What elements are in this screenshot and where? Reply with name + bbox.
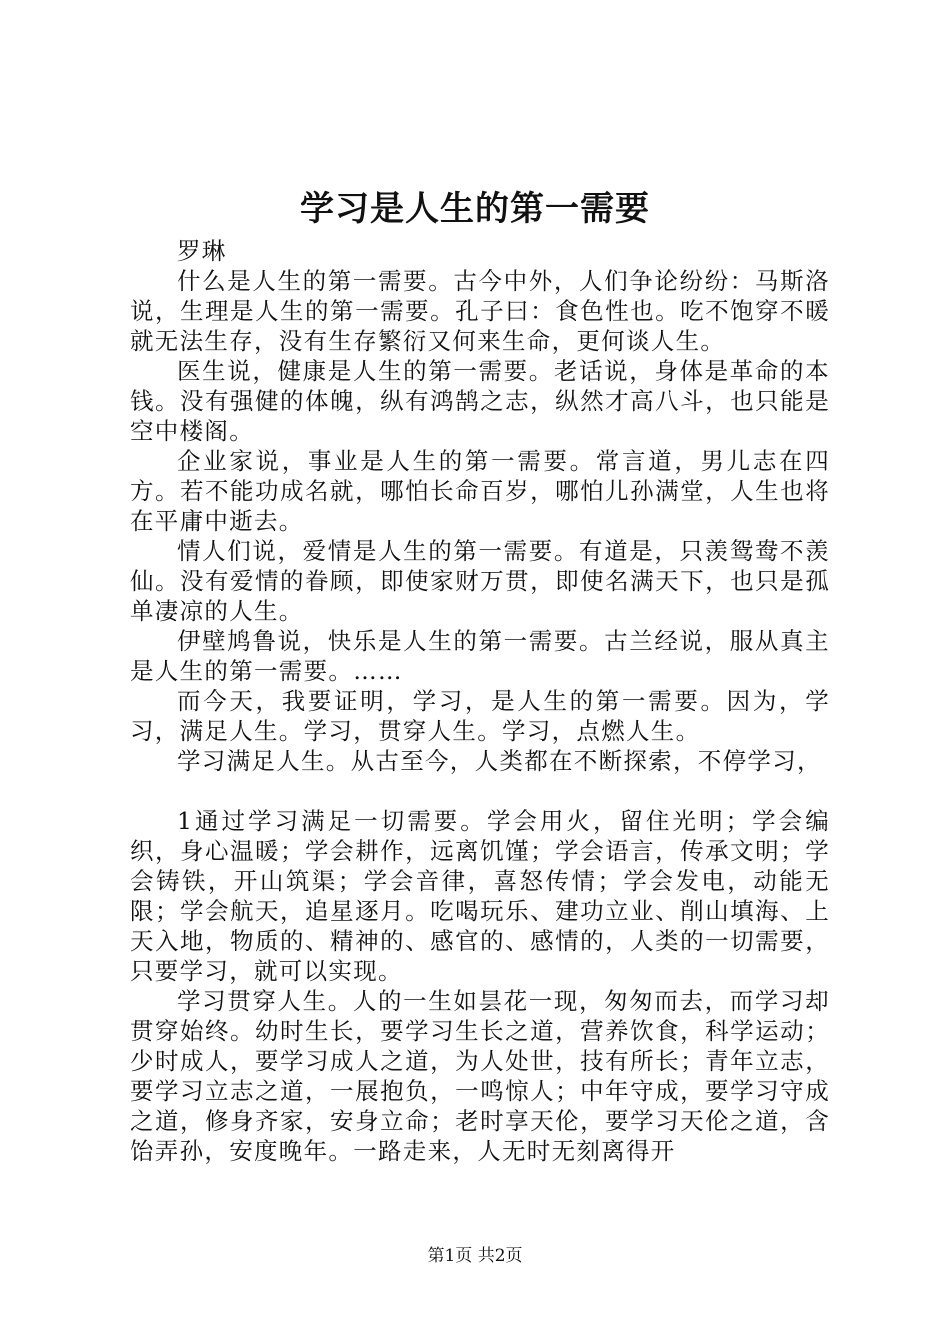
paragraph: 医生说，健康是人生的第一需要。老话说，身体是革命的本钱。没有强健的体魄，纵有鸿鹄之志，纵然才高八斗，也只能是空中楼阁。 bbox=[130, 357, 830, 445]
paragraph: 情人们说，爱情是人生的第一需要。有道是，只羡鸳鸯不羡仙。没有爱情的眷顾，即使家财万贯，即使名满天下，也只是孤单凄凉的人生。 bbox=[130, 537, 830, 625]
document-body bbox=[130, 236, 830, 1166]
page-number-footer: 第1页 共2页 bbox=[427, 1246, 523, 1266]
paragraph: 学习贯穿人生。人的一生如昙花一现，匆匆而去，而学习却贯穿始终。幼时生长，要学习生长之道，营养饮食，科学运动；少时成人，要学习成人之道，为人处世，技有所长；青年立志，要学习立志之道，一展抱负，一鸣惊人；中年守成，要学习守成之道，修身齐家，安身立命；老时享天伦，要学习天伦之道，含饴弄孙，安度晚年。一路走来，人无时无刻离得开 bbox=[130, 987, 830, 1165]
paragraph: 1通过学习满足一切需要。学会用火，留住光明；学会编织，身心温暖；学会耕作，远离饥馑；学会语言，传承文明；学会铸铁，开山筑渠；学会音律，喜怒传情；学会发电，动能无限；学会航天，追星逐月。吃喝玩乐、建功立业、削山填海、上天入地，物质的、精神的、感官的、感情的，人类的一切需要，只要学习，就可以实现。 bbox=[130, 807, 830, 985]
author-name: 罗琳 bbox=[177, 237, 227, 265]
paragraph: 学习满足人生。从古至今，人类都在不断探索，不停学习， bbox=[177, 747, 822, 775]
document-title: 学习是人生的第一需要 bbox=[300, 189, 650, 229]
paragraph: 企业家说，事业是人生的第一需要。常言道，男儿志在四方。若不能功成名就，哪怕长命百岁，哪怕儿孙满堂，人生也将在平庸中逝去。 bbox=[130, 447, 830, 535]
paragraph-gap bbox=[130, 776, 830, 806]
paragraph: 而今天，我要证明，学习，是人生的第一需要。因为，学习，满足人生。学习，贯穿人生。学习，点燃人生。 bbox=[130, 687, 830, 745]
paragraph: 伊壁鸠鲁说，快乐是人生的第一需要。古兰经说，服从真主是人生的第一需要。…… bbox=[130, 627, 830, 685]
paragraph: 什么是人生的第一需要。古今中外，人们争论纷纷：马斯洛说，生理是人生的第一需要。孔子曰：食色性也。吃不饱穿不暖就无法生存，没有生存繁衍又何来生命，更何谈人生。 bbox=[130, 267, 830, 355]
